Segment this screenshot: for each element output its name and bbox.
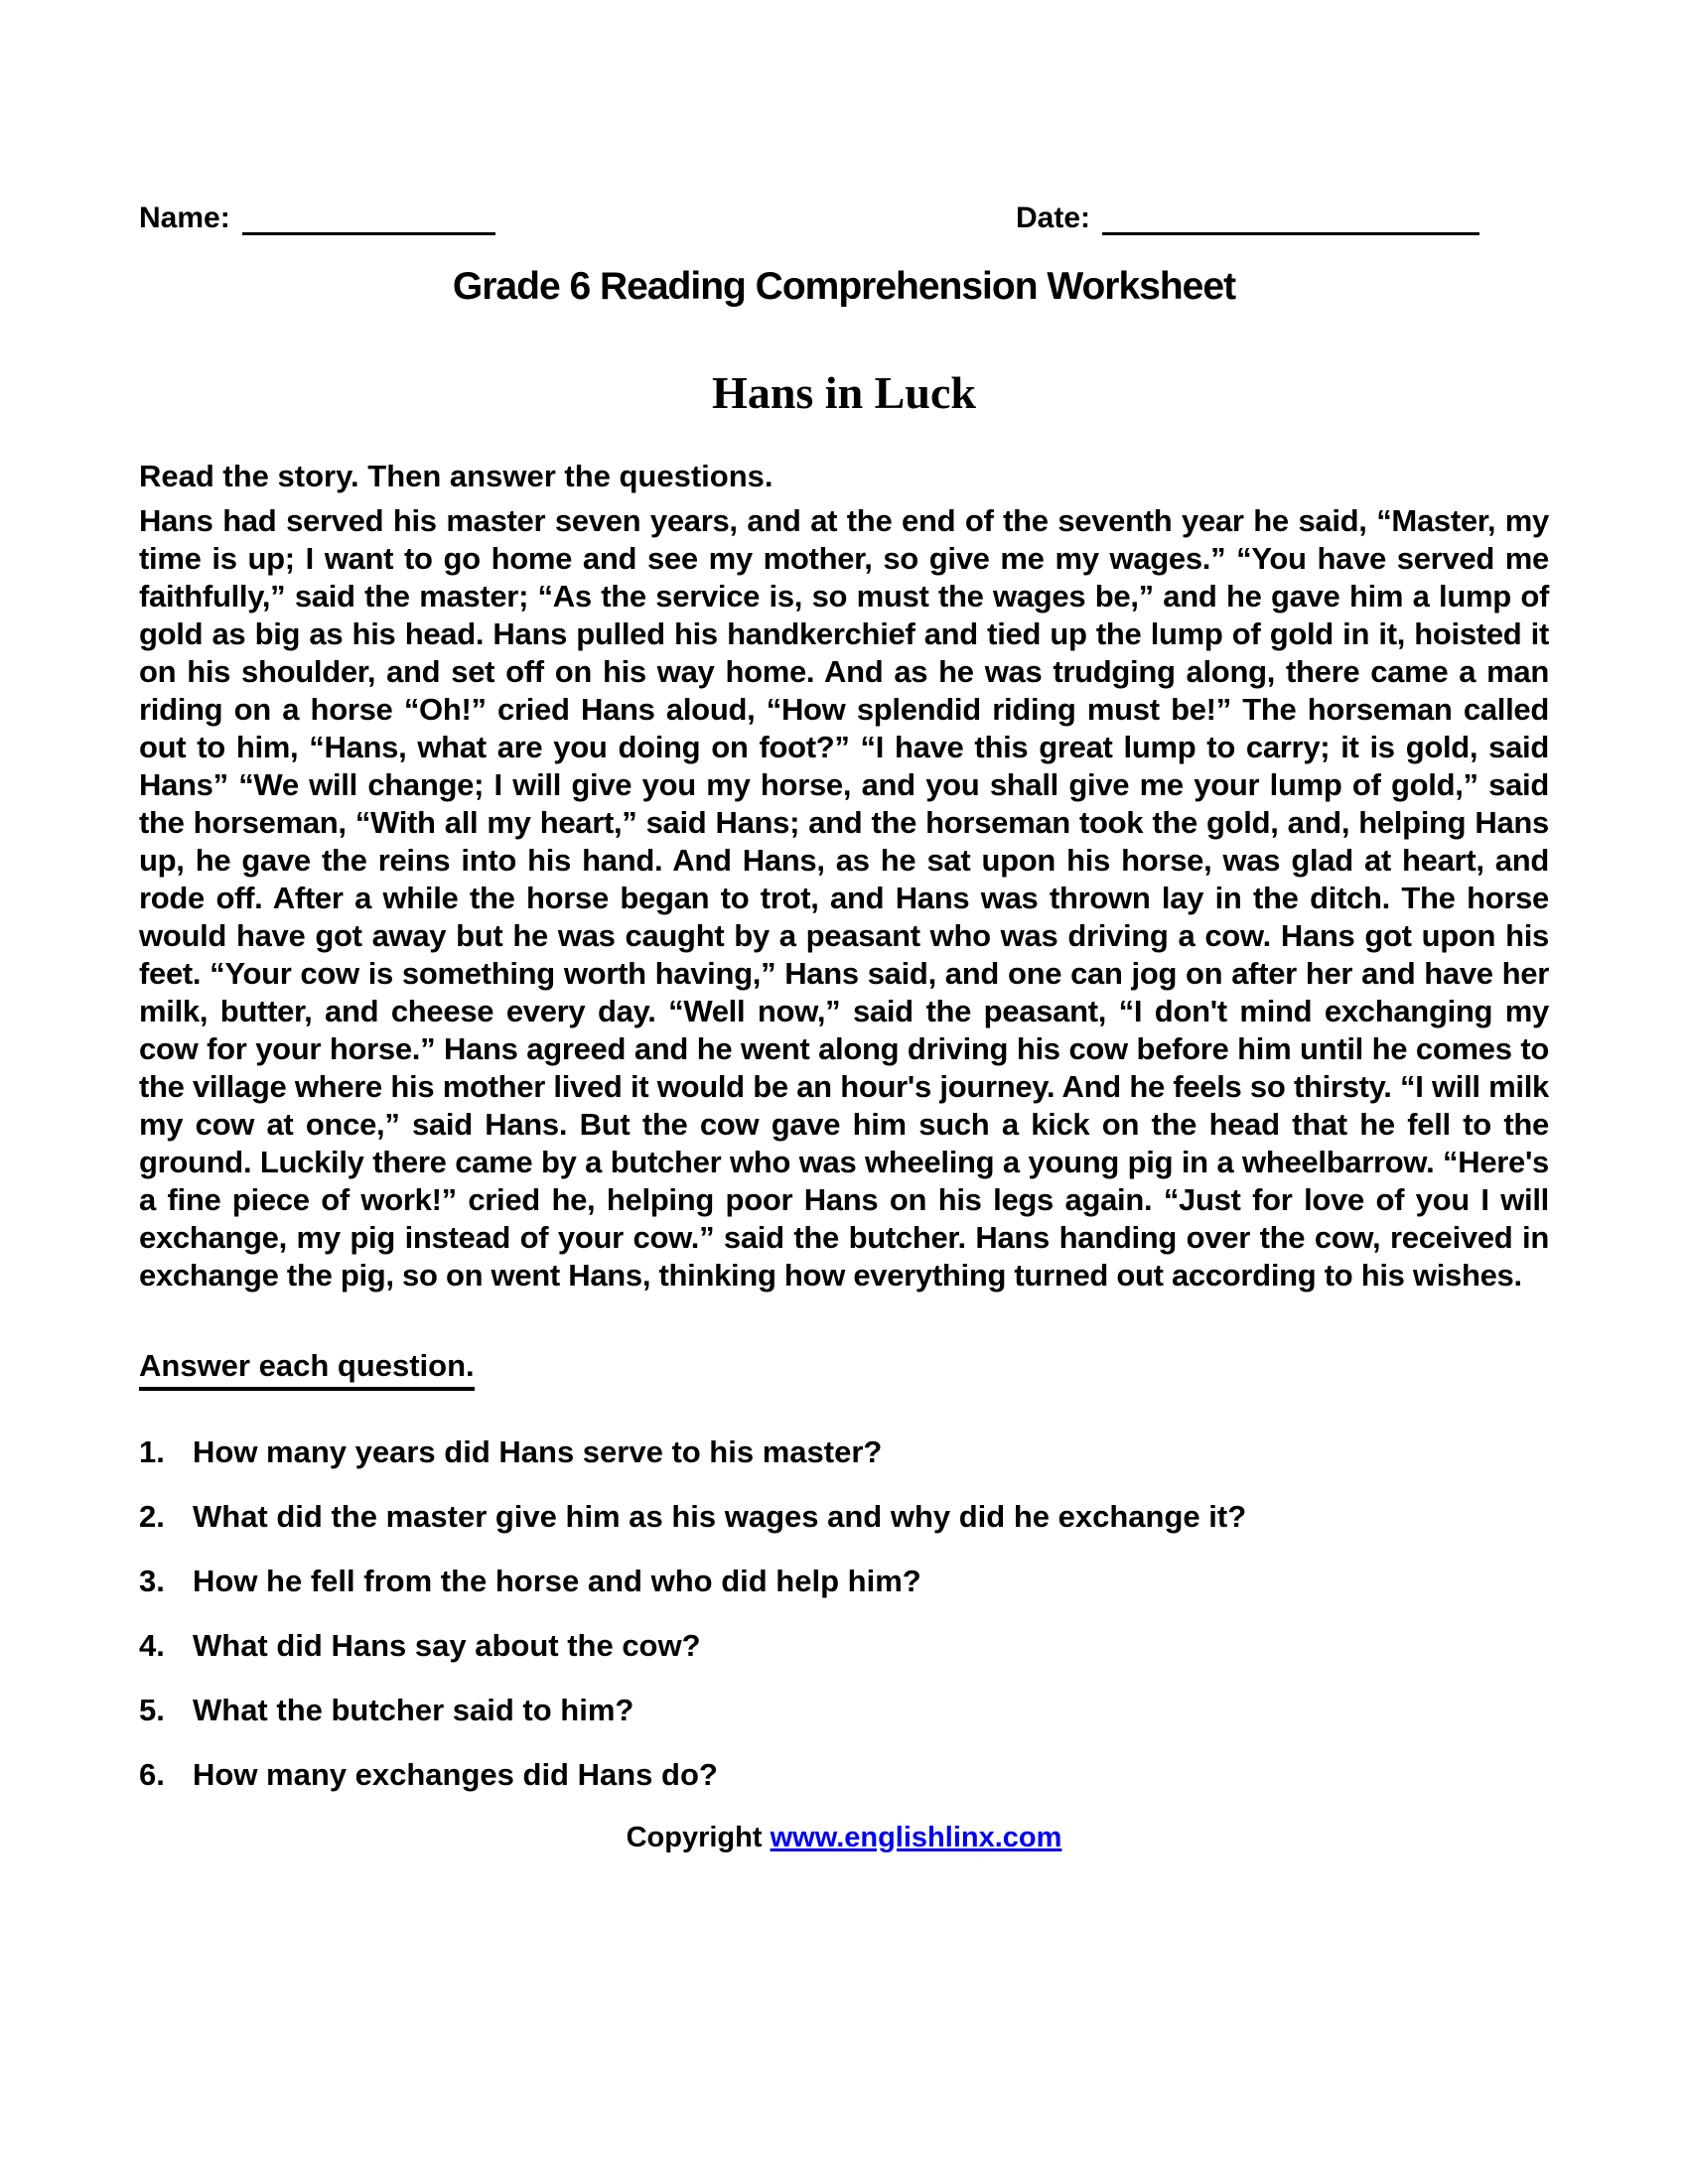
copyright-footer [139, 1822, 1549, 1854]
answer-heading-label: Answer each question. [139, 1348, 475, 1391]
instructions-text: Read the story. Then answer the questions. [139, 459, 774, 493]
date-field [1016, 199, 1479, 235]
name-date-row [139, 199, 1549, 235]
question-item-1 [139, 1434, 1549, 1470]
answer-section-heading [139, 1348, 1549, 1391]
question-text: How many years did Hans serve to his master? [193, 1434, 883, 1469]
copyright-label: Copyright [626, 1822, 763, 1853]
date-label: Date: [1015, 202, 1090, 234]
question-number: 1. [139, 1434, 165, 1469]
name-label: Name: [139, 202, 230, 234]
question-text: What the butcher said to him? [193, 1693, 634, 1727]
question-number: 2. [139, 1499, 165, 1534]
question-item-5 [139, 1693, 1549, 1728]
name-blank-line [242, 199, 495, 235]
question-text: What did the master give him as his wages and why did he exchange it? [193, 1499, 1247, 1534]
question-item-6 [139, 1757, 1549, 1793]
question-text: How many exchanges did Hans do? [193, 1757, 718, 1792]
date-blank-line [1102, 199, 1479, 235]
worksheet-heading: Grade 6 Reading Comprehension Worksheet [452, 265, 1236, 308]
question-item-4 [139, 1628, 1549, 1664]
question-text: How he fell from the horse and who did help him? [193, 1564, 921, 1598]
question-text: What did Hans say about the cow? [193, 1628, 701, 1663]
question-number: 3. [139, 1564, 165, 1598]
question-number: 6. [139, 1757, 165, 1792]
question-number: 4. [139, 1628, 165, 1663]
story-text: Hans had served his master seven years, and at the end of the seventh year he said, “Master, my time is up; I want to go home and see my mother, so give me my wages.” “You have served me faithfully,” said the master; “As the service is, so must the wages be,” and he gave him a lump of gold as big as his head. Hans pulled his handkerchief and tied up the lump of gold in it, hoisted it on his shoulder, and set off on his way home. And as he was trudging along, there came a man riding on a horse “Oh!” cried Hans aloud, “How splendid riding must be!” The horseman called out to him, “Hans, what are you doing on foot?” “I have this great lump to carry; it is gold, said Hans” “We will change; I will give you my horse, and you shall give me your lump of gold,” said the horseman, “With all my heart,” said Hans; and the horseman took the gold, and, helping Hans up, he gave the reins into his hand. And Hans, as he sat upon his horse, was glad at heart, and rode off. After a while the horse began to trot, and Hans was thrown lay in the ditch. The horse would have got away but he was caught by a peasant who was driving a cow. Hans got upon his feet. “Your cow is something worth having,” Hans said, and one can jog on after her and have her milk, butter, and cheese every day. “Well now,” said the peasant, “I don't mind exchanging my cow for your horse.” Hans agreed and he went along driving his cow before him until he comes to the village where his mother lived it would be an hour's journey. And he feels so thirsty. “I will milk my cow at once,” said Hans. But the cow gave him such a kick on the head that he fell to the ground. Luckily there came by a butcher who was wheeling a young pig in a wheelbarrow. “Here's a fine piece of work!” cried he, helping poor Hans on his legs again. “Just for love of you I will exchange, my pig instead of your cow.” said the butcher. Hans handing over the cow, received in exchange the pig, so on went Hans, thinking how everything turned out according to his wishes. [139, 503, 1549, 1293]
question-item-3 [139, 1564, 1549, 1599]
englishlinx-link[interactable]: www.englishlinx.com [770, 1822, 1062, 1853]
name-field [139, 199, 495, 235]
question-number: 5. [139, 1693, 165, 1727]
question-list [139, 1434, 1549, 1793]
story-title: Hans in Luck [712, 367, 976, 418]
question-item-2 [139, 1499, 1549, 1535]
